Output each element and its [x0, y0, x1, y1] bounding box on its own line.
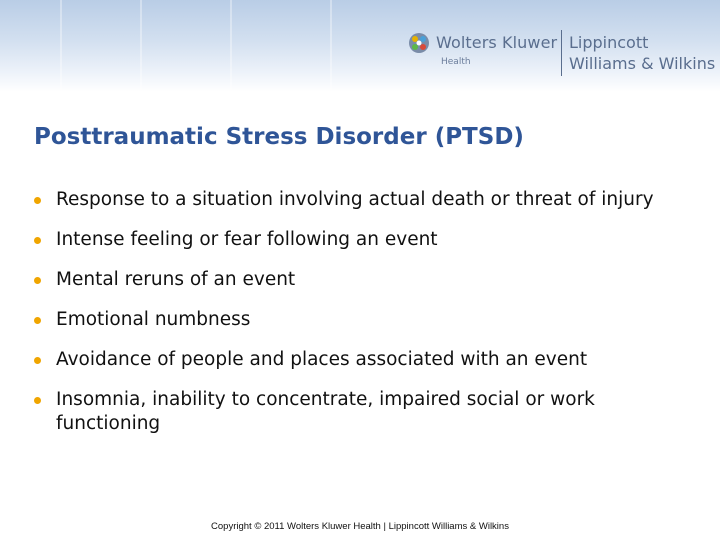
wolters-kluwer-globe-icon	[408, 32, 430, 54]
bullet-text: Avoidance of people and places associated with an event	[56, 349, 588, 370]
bullet-text: Response to a situation involving actual death or threat of injury	[56, 189, 654, 210]
bullet-item	[32, 188, 692, 212]
imprint-line-2: Williams & Wilkins	[569, 54, 716, 73]
bullet-text: Insomnia, inability to concentrate, impaired social or work functioning	[56, 389, 595, 434]
slide-title: Posttraumatic Stress Disorder (PTSD)	[34, 124, 524, 150]
division-name: Health	[441, 57, 471, 67]
copyright-footer: Copyright © 2011 Wolters Kluwer Health | Lippincott Williams & Wilkins	[211, 521, 509, 532]
bullet-marker-icon	[34, 197, 41, 204]
bullet-marker-icon	[34, 277, 41, 284]
imprint-line-1: Lippincott	[569, 33, 649, 52]
bullet-marker-icon	[34, 397, 41, 404]
bullet-marker-icon	[34, 357, 41, 364]
bullet-item	[32, 308, 692, 332]
bullet-marker-icon	[34, 237, 41, 244]
bullet-list	[32, 188, 692, 452]
bullet-text: Mental reruns of an event	[56, 269, 296, 290]
bullet-item	[32, 388, 692, 436]
publisher-logo	[408, 30, 718, 80]
bullet-marker-icon	[34, 317, 41, 324]
bullet-text: Intense feeling or fear following an event	[56, 229, 438, 250]
bullet-item	[32, 228, 692, 252]
logo-divider	[561, 30, 562, 76]
bullet-text: Emotional numbness	[56, 309, 251, 330]
company-name: Wolters Kluwer	[436, 33, 558, 52]
bullet-item	[32, 268, 692, 292]
bullet-item	[32, 348, 692, 372]
